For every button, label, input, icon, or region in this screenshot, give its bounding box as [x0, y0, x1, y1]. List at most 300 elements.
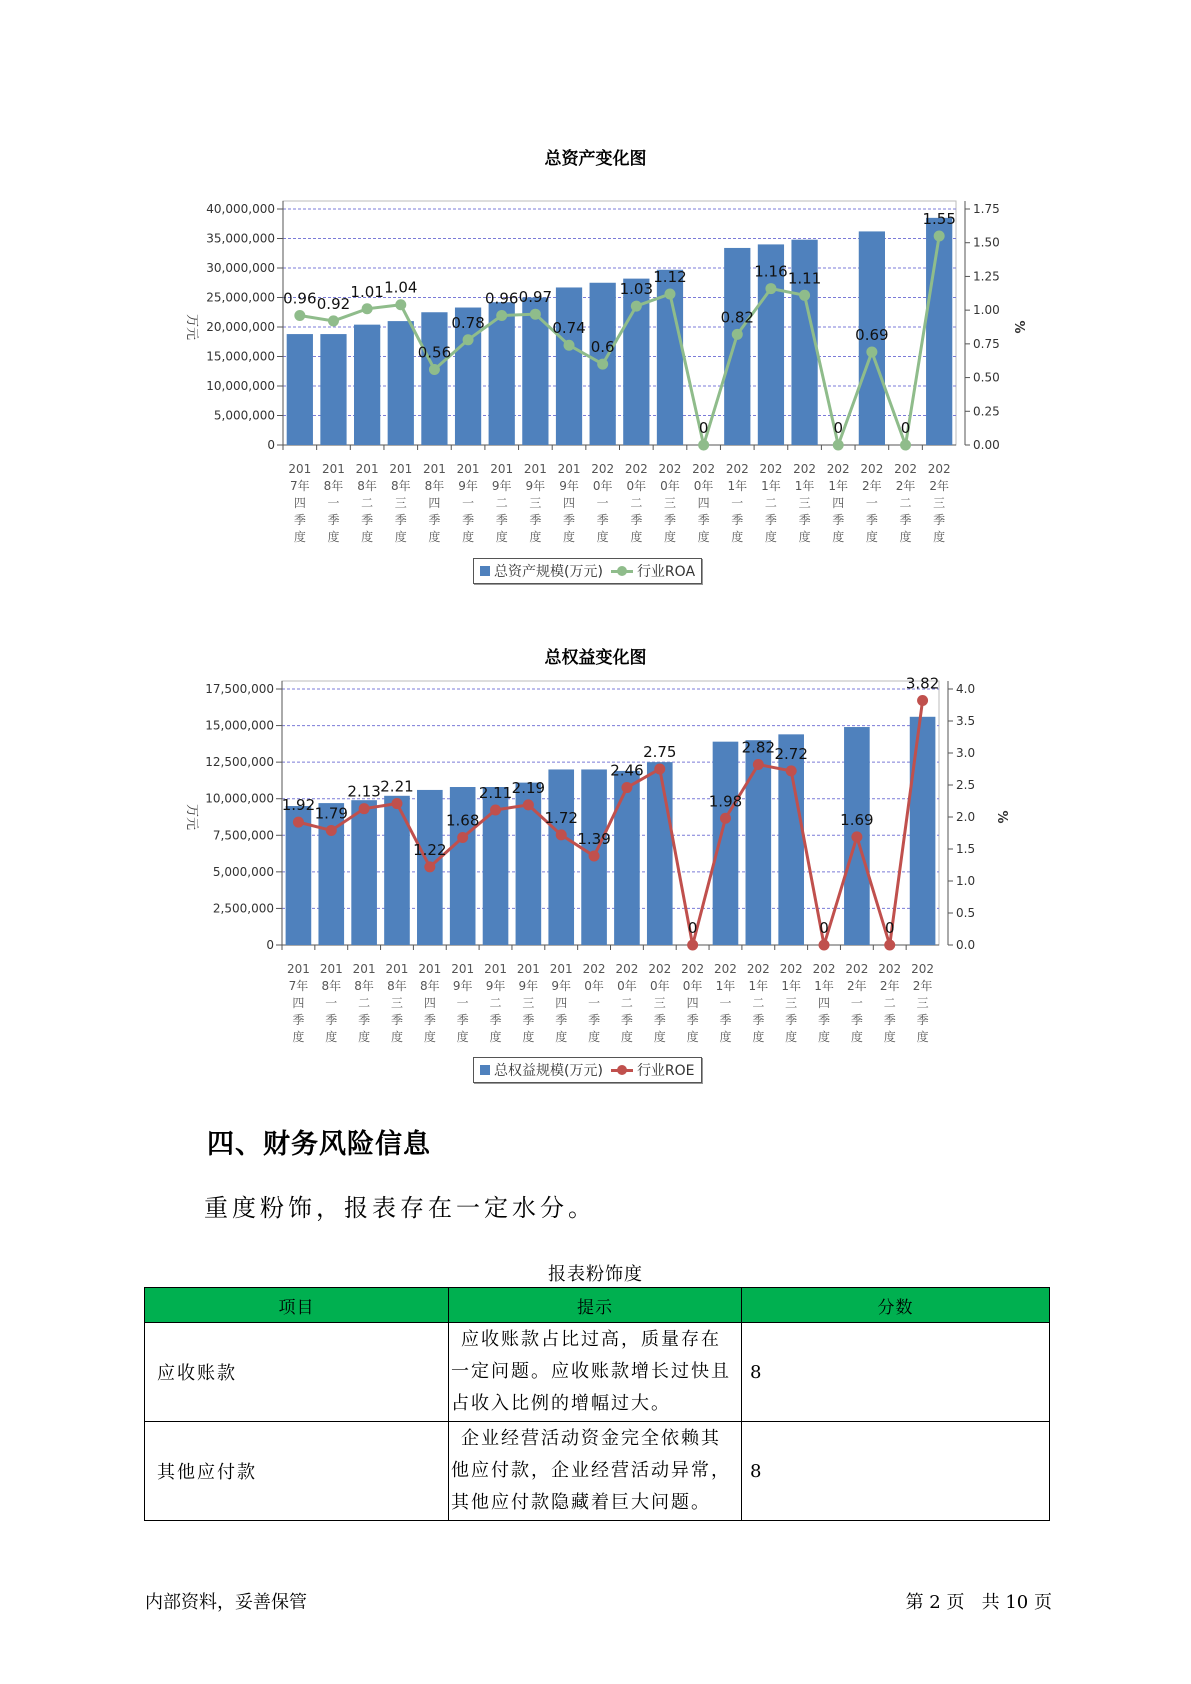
x-tick-label: 季 [686, 1013, 699, 1027]
x-tick-label: 季 [361, 513, 374, 527]
data-label: 1.79 [314, 804, 348, 823]
x-tick-label: 201 [456, 462, 480, 476]
line-point [654, 764, 665, 775]
left-tick-label: 17,500,000 [205, 682, 274, 696]
x-tick-label: 9年 [551, 979, 572, 993]
line-point [424, 861, 435, 872]
data-label: 1.55 [922, 209, 956, 228]
line-point [496, 310, 507, 321]
x-tick-label: 2年 [929, 479, 949, 493]
data-label: 1.16 [754, 262, 788, 281]
data-label: 0.82 [720, 308, 754, 327]
x-tick-label: 201 [523, 462, 547, 476]
x-tick-label: 202 [793, 462, 817, 476]
x-tick-label: 1年 [748, 979, 769, 993]
x-tick-label: 度 [394, 530, 407, 544]
data-label: 2.46 [610, 761, 644, 780]
x-tick-label: 季 [563, 513, 576, 527]
right-tick-label: 3.0 [956, 746, 976, 760]
x-tick-label: 季 [883, 1013, 896, 1027]
x-tick-label: 季 [292, 1013, 305, 1027]
left-tick-label: 0 [267, 438, 275, 452]
x-tick-label: 季 [653, 1013, 666, 1027]
x-tick-label: 三 [522, 996, 535, 1010]
data-label: 0 [900, 419, 911, 437]
data-label: 0.96 [283, 289, 317, 308]
x-tick-label: 201 [385, 962, 409, 976]
equity-chart [0, 670, 1191, 1090]
right-tick-label: 1.50 [973, 235, 1000, 250]
x-tick-label: 度 [555, 1030, 568, 1044]
right-tick-label: 3.5 [956, 714, 976, 728]
x-tick-label: 季 [630, 513, 643, 527]
x-tick-label: 度 [522, 1030, 535, 1044]
x-tick-label: 一 [850, 996, 863, 1010]
x-tick-label: 一 [325, 996, 338, 1010]
x-tick-label: 度 [596, 530, 609, 544]
x-tick-label: 度 [731, 530, 744, 544]
line-point [328, 315, 339, 326]
line-point [664, 288, 675, 299]
x-tick-label: 1年 [828, 479, 849, 493]
x-tick-label: 度 [883, 1030, 896, 1044]
data-label: 0.96 [485, 289, 519, 308]
right-tick-label: 1.0 [956, 874, 976, 888]
data-label: 1.22 [413, 840, 447, 859]
bar [351, 800, 377, 945]
x-tick-label: 度 [785, 1030, 798, 1044]
x-tick-label: 度 [292, 1030, 305, 1044]
table-header-row [145, 1288, 1050, 1323]
x-tick-label: 四 [423, 996, 436, 1010]
left-tick-label: 5,000,000 [213, 408, 275, 423]
x-tick-label: 0年 [682, 979, 703, 993]
x-tick-label: 三 [785, 996, 798, 1010]
x-tick-label: 0年 [584, 979, 604, 993]
bar [287, 334, 313, 445]
x-tick-label: 季 [394, 513, 407, 527]
data-label: 2.75 [643, 743, 677, 761]
legend-item-roa [611, 561, 695, 581]
left-tick-label: 15,000,000 [206, 349, 275, 364]
line-point [765, 283, 776, 294]
x-tick-label: 201 [418, 962, 442, 976]
line-point [934, 230, 945, 241]
x-tick-label: 2年 [912, 979, 933, 993]
header-item: 项目 [145, 1288, 449, 1323]
x-tick-label: 四 [686, 996, 699, 1010]
x-tick-label: 季 [325, 1013, 338, 1027]
x-tick-label: 度 [686, 1030, 699, 1044]
left-tick-label: 10,000,000 [205, 791, 274, 806]
cell-hint: 应收账款占比过高，质量存在一定问题。应收账款增长过快且占收入比例的增幅过大。 [449, 1323, 742, 1422]
left-tick-label: 30,000,000 [206, 261, 275, 275]
x-tick-label: 201 [451, 962, 475, 976]
line-point [391, 798, 402, 809]
x-tick-label: 201 [422, 462, 446, 476]
x-tick-label: 一 [719, 996, 732, 1010]
x-tick-label: 季 [390, 1013, 403, 1027]
x-tick-label: 0年 [617, 979, 637, 993]
cell-hint: 企业经营活动资金完全依赖其他应付款，企业经营活动异常，其他应付款隐藏着巨大问题。 [449, 1422, 742, 1521]
x-tick-label: 季 [529, 513, 542, 527]
x-tick-label: 季 [832, 513, 845, 527]
data-label: 0.97 [518, 288, 553, 307]
x-tick-label: 202 [591, 462, 615, 476]
x-tick-label: 度 [832, 530, 845, 544]
left-tick-label: 15,000,000 [205, 718, 274, 733]
x-tick-label: 0年 [626, 479, 647, 493]
line-point [293, 817, 304, 828]
x-tick-label: 201 [355, 462, 379, 476]
x-tick-label: 9年 [518, 979, 539, 993]
x-tick-label: 一 [865, 496, 878, 510]
x-tick-label: 季 [764, 513, 777, 527]
line-point [833, 440, 844, 451]
x-tick-label: 季 [731, 513, 744, 527]
data-label: 0.6 [590, 338, 615, 357]
x-tick-label: 度 [361, 530, 374, 544]
data-label: 0.78 [451, 313, 485, 332]
right-tick-label: 0.0 [956, 938, 976, 952]
x-tick-label: 二 [899, 496, 912, 510]
line-point [429, 364, 440, 375]
x-tick-label: 8年 [420, 979, 440, 993]
bar [724, 248, 750, 445]
data-label: 0.69 [855, 325, 889, 344]
x-tick-label: 202 [845, 962, 869, 976]
line-point [556, 829, 567, 840]
x-tick-label: 三 [390, 996, 403, 1010]
x-tick-label: 三 [916, 996, 929, 1010]
x-tick-label: 度 [462, 530, 475, 544]
x-tick-label: 1年 [715, 979, 736, 993]
x-tick-label: 二 [883, 996, 896, 1010]
data-label: 1.01 [350, 282, 384, 301]
line-point [917, 695, 928, 706]
left-tick-label: 40,000,000 [206, 202, 275, 216]
x-tick-label: 度 [663, 530, 676, 544]
line-point [753, 759, 764, 770]
line-point [900, 440, 911, 451]
x-tick-label: 季 [327, 513, 340, 527]
bar [746, 740, 772, 945]
x-tick-label: 2年 [862, 479, 882, 493]
cell-item: 其他应付款 [145, 1422, 449, 1521]
data-label: 1.11 [787, 269, 822, 288]
x-tick-label: 度 [850, 1030, 863, 1044]
x-tick-label: 四 [818, 996, 831, 1010]
x-tick-label: 三 [653, 996, 666, 1010]
assets-chart [0, 170, 1191, 590]
x-tick-label: 季 [596, 513, 609, 527]
bar [354, 325, 380, 445]
left-tick-label: 10,000,000 [206, 379, 275, 393]
x-tick-label: 度 [327, 530, 340, 544]
x-tick-label: 四 [555, 996, 568, 1010]
legend-label: 总权益规模(万元) [494, 1063, 603, 1079]
x-tick-label: 季 [663, 513, 676, 527]
line-point [799, 290, 810, 301]
x-tick-label: 201 [352, 962, 376, 976]
x-tick-label: 202 [826, 462, 850, 476]
x-tick-label: 9年 [559, 479, 579, 493]
x-tick-label: 9年 [491, 479, 512, 493]
bar [614, 771, 640, 945]
x-tick-label: 三 [798, 496, 811, 510]
data-label: 1.04 [384, 278, 418, 297]
right-tick-label: 4.0 [956, 682, 976, 696]
x-tick-label: 度 [390, 1030, 403, 1044]
x-tick-label: 一 [596, 496, 609, 510]
line-point [463, 334, 474, 345]
x-tick-label: 202 [927, 462, 951, 476]
x-tick-label: 一 [456, 996, 469, 1010]
assets-chart-legend [473, 558, 702, 584]
x-tick-label: 度 [529, 530, 542, 544]
legend-line-swatch [611, 566, 633, 576]
x-tick-label: 季 [293, 513, 306, 527]
right-axis-title: % [994, 810, 1009, 824]
line-point [457, 832, 468, 843]
header-hint: 提示 [449, 1288, 742, 1323]
x-tick-label: 季 [522, 1013, 535, 1027]
left-axis-title: 万元 [184, 313, 199, 341]
line-point [294, 310, 305, 321]
x-tick-label: 202 [812, 962, 836, 976]
x-tick-label: 度 [495, 530, 508, 544]
data-label: 0 [884, 919, 895, 937]
data-label: 0.74 [552, 319, 586, 338]
x-tick-label: 季 [798, 513, 811, 527]
legend-label: 行业ROE [636, 1063, 695, 1079]
x-tick-label: 201 [288, 462, 312, 476]
x-tick-label: 一 [731, 496, 744, 510]
x-tick-label: 二 [764, 496, 777, 510]
x-tick-label: 度 [865, 530, 878, 544]
line-point [326, 825, 337, 836]
left-axis-title: 万元 [184, 803, 199, 831]
x-tick-label: 0年 [649, 979, 670, 993]
x-tick-label: 202 [692, 462, 716, 476]
x-tick-label: 二 [620, 996, 633, 1010]
x-tick-label: 季 [456, 1013, 469, 1027]
x-tick-label: 季 [865, 513, 878, 527]
x-tick-label: 度 [697, 530, 710, 544]
legend-bar-swatch [480, 1065, 490, 1075]
x-tick-label: 8年 [387, 979, 407, 993]
left-tick-label: 12,500,000 [205, 755, 274, 770]
x-tick-label: 202 [681, 962, 705, 976]
bar [713, 742, 739, 945]
x-tick-label: 季 [818, 1013, 831, 1027]
x-tick-label: 202 [648, 962, 672, 976]
data-label: 2.19 [511, 778, 546, 797]
x-tick-label: 二 [358, 996, 371, 1010]
left-tick-label: 35,000,000 [206, 231, 275, 246]
bar [647, 762, 673, 945]
right-tick-label: 1.00 [973, 303, 1000, 318]
data-label: 2.72 [774, 744, 808, 763]
right-tick-label: 1.75 [973, 202, 1000, 216]
x-tick-label: 201 [319, 962, 343, 976]
data-label: 1.39 [577, 830, 611, 849]
x-tick-label: 度 [293, 530, 306, 544]
x-tick-label: 度 [489, 1030, 502, 1044]
x-tick-label: 三 [663, 496, 676, 510]
x-tick-label: 7年 [288, 979, 309, 993]
footer-page-number: 第 2 页 共 10 页 [905, 1592, 1052, 1613]
x-tick-label: 202 [725, 462, 749, 476]
x-tick-label: 度 [818, 1030, 831, 1044]
data-label: 2.82 [741, 738, 776, 757]
x-tick-label: 季 [850, 1013, 863, 1027]
line-point [564, 340, 575, 351]
x-tick-label: 季 [785, 1013, 798, 1027]
left-tick-label: 7,500,000 [212, 828, 274, 843]
bar [548, 769, 574, 945]
plot-frame [283, 201, 956, 445]
right-tick-label: 1.25 [973, 269, 1000, 284]
x-tick-label: 季 [719, 1013, 732, 1027]
x-tick-label: 2年 [879, 979, 900, 993]
x-tick-label: 1年 [761, 479, 781, 493]
legend-item-assets [480, 561, 603, 581]
data-label: 0.92 [316, 294, 351, 313]
left-tick-label: 5,000,000 [212, 864, 274, 879]
line-point [589, 851, 600, 862]
equity-chart-title: 总权益变化图 [544, 648, 647, 668]
x-tick-label: 季 [588, 1013, 601, 1027]
x-tick-label: 四 [697, 496, 710, 510]
equity-chart-legend [473, 1057, 702, 1083]
legend-bar-swatch [480, 566, 490, 576]
data-label: 1.72 [544, 808, 578, 827]
data-label: 3.82 [905, 674, 940, 693]
x-tick-label: 201 [389, 462, 413, 476]
x-tick-label: 四 [563, 496, 576, 510]
x-tick-label: 202 [615, 962, 639, 976]
x-tick-label: 202 [624, 462, 648, 476]
bar [320, 334, 346, 445]
x-tick-label: 度 [423, 1030, 436, 1044]
x-tick-label: 201 [516, 962, 540, 976]
cell-item: 应收账款 [145, 1323, 449, 1422]
line-point [523, 799, 534, 810]
x-tick-label: 0年 [660, 479, 680, 493]
data-label: 1.92 [281, 796, 316, 815]
x-tick-label: 202 [714, 962, 737, 976]
table-caption: 报表粉饰度 [548, 1264, 643, 1285]
line-point [851, 831, 862, 842]
line-point [490, 804, 501, 815]
line-point [786, 765, 797, 776]
section-heading: 四、财务风险信息 [207, 1129, 431, 1160]
line-point [530, 309, 541, 320]
x-tick-label: 季 [620, 1013, 633, 1027]
x-tick-label: 0年 [693, 479, 714, 493]
data-label: 0 [698, 419, 709, 437]
data-label: 0 [687, 919, 698, 937]
x-tick-label: 202 [759, 462, 783, 476]
table-row [145, 1422, 1050, 1521]
x-tick-label: 度 [719, 1030, 732, 1044]
x-tick-label: 202 [911, 962, 935, 976]
x-tick-label: 二 [361, 496, 374, 510]
x-tick-label: 201 [322, 462, 345, 476]
data-label: 0 [819, 919, 829, 937]
bar [926, 218, 952, 445]
legend-item-roe [611, 1060, 695, 1080]
x-tick-label: 1年 [814, 979, 834, 993]
x-tick-label: 201 [557, 462, 581, 476]
x-tick-label: 0年 [592, 479, 613, 493]
x-tick-label: 201 [484, 962, 507, 976]
data-label: 1.03 [619, 280, 654, 299]
line-point [359, 803, 370, 814]
left-tick-label: 0 [266, 938, 274, 952]
x-tick-label: 8年 [424, 479, 445, 493]
line-point [687, 940, 698, 951]
right-tick-label: 0.50 [973, 370, 1000, 385]
right-tick-label: 0.75 [973, 336, 1000, 351]
header-score: 分数 [742, 1288, 1050, 1323]
x-tick-label: 一 [327, 496, 340, 510]
x-tick-label: 季 [697, 513, 710, 527]
right-axis-title: % [1011, 320, 1026, 334]
x-tick-label: 202 [878, 962, 902, 976]
line-point [597, 359, 608, 370]
x-tick-label: 9年 [485, 979, 506, 993]
legend-line-swatch [611, 1065, 633, 1075]
x-tick-label: 9年 [458, 479, 478, 493]
x-tick-label: 三 [933, 496, 946, 510]
x-tick-label: 8年 [321, 979, 342, 993]
x-tick-label: 三 [394, 496, 407, 510]
x-tick-label: 度 [456, 1030, 469, 1044]
x-tick-label: 9年 [452, 979, 473, 993]
x-tick-label: 季 [423, 1013, 436, 1027]
data-label: 2.11 [478, 783, 513, 802]
x-tick-label: 四 [293, 496, 306, 510]
right-tick-label: 0.00 [973, 438, 1000, 452]
x-tick-label: 度 [428, 530, 441, 544]
x-tick-label: 季 [752, 1013, 765, 1027]
x-tick-label: 2年 [847, 979, 867, 993]
left-tick-label: 20,000,000 [206, 320, 275, 334]
x-tick-label: 202 [582, 962, 606, 976]
x-tick-label: 7年 [290, 479, 310, 493]
x-tick-label: 202 [779, 962, 803, 976]
x-tick-label: 二 [630, 496, 643, 510]
footer-confidential: 内部资料，妥善保管 [145, 1592, 307, 1613]
line-point [698, 440, 709, 451]
data-label: 1.68 [445, 811, 480, 830]
x-tick-label: 四 [292, 996, 305, 1010]
left-tick-label: 25,000,000 [206, 290, 275, 305]
x-tick-label: 季 [428, 513, 441, 527]
line-point [819, 940, 830, 951]
table-row [145, 1323, 1050, 1422]
line-point [866, 346, 877, 357]
x-tick-label: 202 [894, 462, 917, 476]
x-tick-label: 201 [549, 962, 573, 976]
x-tick-label: 二 [752, 996, 765, 1010]
x-tick-label: 度 [798, 530, 811, 544]
bar [556, 287, 582, 445]
data-label: 1.12 [653, 267, 687, 286]
x-tick-label: 季 [489, 1013, 502, 1027]
